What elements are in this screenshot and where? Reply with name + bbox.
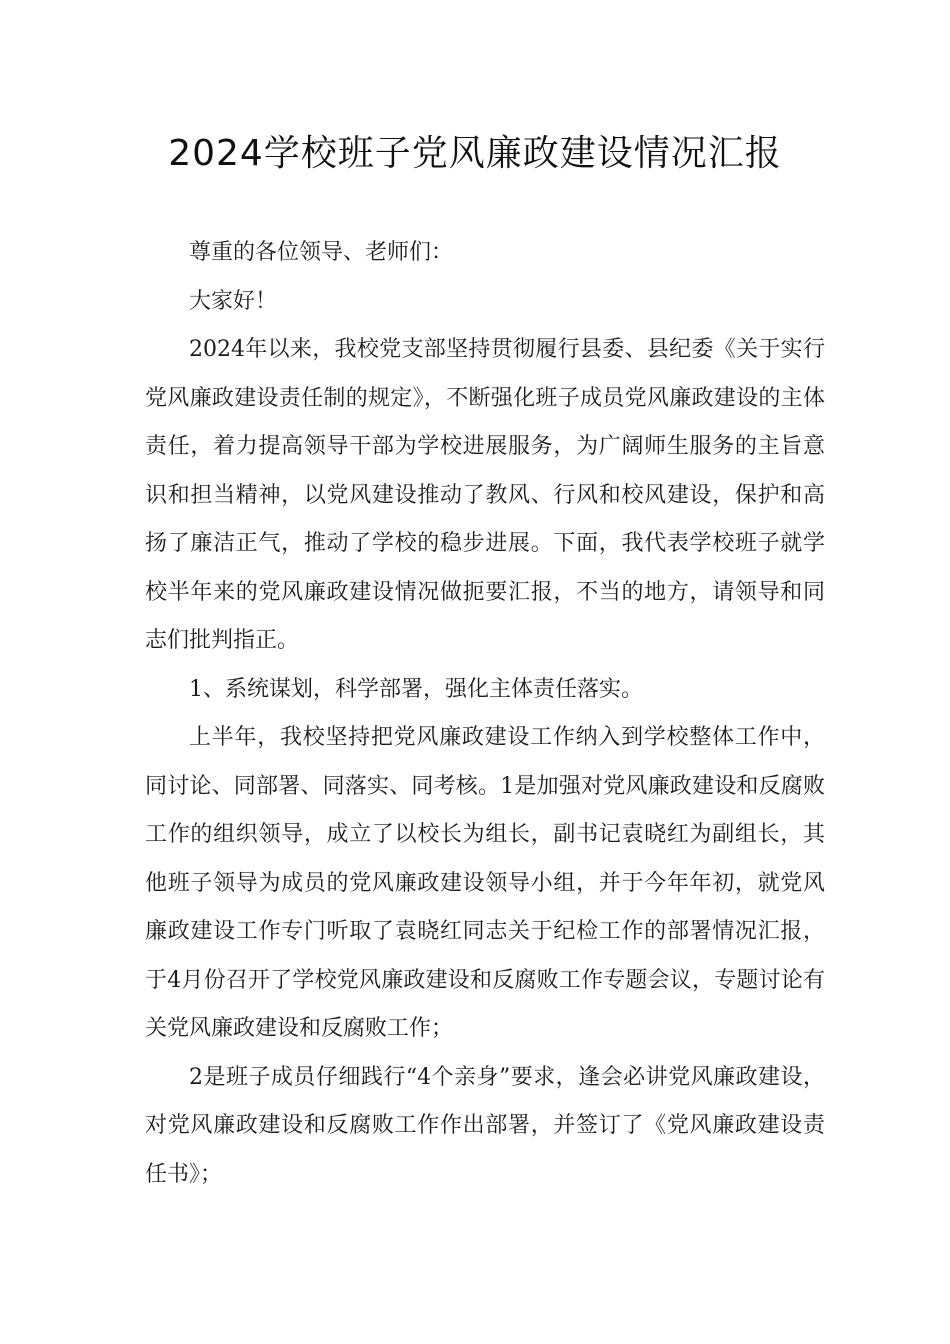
greeting-paragraph: 大家好！: [189, 288, 278, 314]
section-heading-1: 1、系统谋划，科学部署，强化主体责任落实。: [189, 676, 643, 702]
salutation-paragraph: 尊重的各位领导、老师们：: [189, 240, 454, 265]
section-1-paragraph: 上半年，我校坚持把党风廉政建设工作纳入到学校整体工作中，同讨论、同部署、同落实、同考核。1是加强对党风廉政建设和反腐败工作的组织领导，成立了以校长为组长，副书记袁晓红为副组长，其他班子领导为成员的党风廉政建设领导小组，并于今年年初，就党风廉政建设工作专门听取了袁晓红同志关于纪检工作的部署情况汇报，于4月份召开了学校党风廉政建设和反腐败工作专题会议，专题讨论有关党风廉政建设和反腐败工作；: [145, 725, 825, 1041]
intro-paragraph: 2024年以来，我校党支部坚持贯彻履行县委、县纪委《关于实行党风廉政建设责任制的规定》，不断强化班子成员党风廉政建设的主体责任，着力提高领导干部为学校进展服务，为广阔师生服务的主旨意识和担当精神，以党风建设推动了教风、行风和校风建设，保护和高扬了廉洁正气，推动了学校的稳步进展。下面，我代表学校班子就学校半年来的党风廉政建设情况做扼要汇报，不当的地方，请领导和同志们批判指正。: [145, 337, 825, 653]
section-1-point-2-paragraph: 2是班子成员仔细践行“4个亲身”要求，逢会必讲党风廉政建设，对党风廉政建设和反腐败工作作出部署，并签订了《党风廉政建设责任书》；: [145, 1064, 825, 1187]
document-body: [145, 229, 825, 1199]
document-title: 2024学校班子党风廉政建设情况汇报: [168, 133, 782, 174]
